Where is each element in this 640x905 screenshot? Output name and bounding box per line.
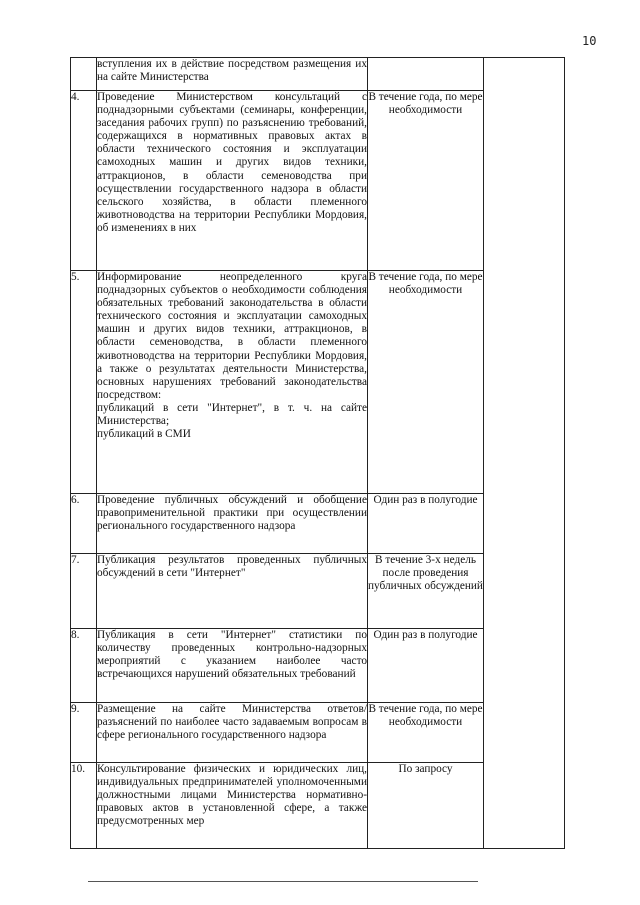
row-number: 6. [71, 494, 97, 554]
row-term: В течение 3-х недель после проведения публичных обсуждений [368, 554, 484, 629]
row-description: Публикация в сети "Интернет" статистики по количеству проведенных контрольно-надзорных мероприятий с указанием наиболее часто встречающихся нарушений обязательных требований [97, 629, 368, 703]
row-description: Консультирование физических и юридических лиц, индивидуальных предпринимателей уполномоченными должностными лицами Министерства нормативно-правовых актов в установленной сфере, а также предусмотренных мер [97, 763, 368, 849]
row-number [71, 58, 97, 91]
measures-table [70, 57, 565, 849]
row-term [368, 58, 484, 91]
row-number: 5. [71, 271, 97, 494]
row-responsible [484, 58, 565, 849]
row-description: Проведение публичных обсуждений и обобщение правоприменительной практики при осуществлении регионального государственного надзора [97, 494, 368, 554]
row-number: 10. [71, 763, 97, 849]
row-number: 9. [71, 703, 97, 763]
row-description: Информирование неопределенного круга поднадзорных субъектов о необходимости соблюдения обязательных требований законодательства в области технического состояния и эксплуатации самоходных машин и других видов техники, аттракционов, в области семеноводства, в области племенного животноводства на территории Республики Мордовия, а также о результатах деятельности Министерства, основных нарушениях требований законодательства посредством: публикаций в сети "Интернет", в т. ч. на сайте Министерства; публикаций в СМИ [97, 271, 368, 494]
row-term: По запросу [368, 763, 484, 849]
row-description: Публикация результатов проведенных публичных обсуждений в сети "Интернет" [97, 554, 368, 629]
row-term: Один раз в полугодие [368, 494, 484, 554]
footer-divider [88, 881, 478, 882]
row-number: 4. [71, 91, 97, 271]
row-description: Проведение Министерством консультаций с поднадзорными субъектами (семинары, конференции, заседания рабочих групп) по разъяснению требований, содержащихся в нормативных правовых актах в области технического состояния и эксплуатации самоходных машин и других видов техники, аттракционов, в области семеноводства при осуществлении государственного надзора в области сельского хозяйства, в области племенного животноводства на территории Республики Мордовия, об изменениях в них [97, 91, 368, 271]
table-row [71, 58, 565, 91]
row-term: Один раз в полугодие [368, 629, 484, 703]
row-description: вступления их в действие посредством размещения их на сайте Министерства [97, 58, 368, 91]
row-description: Размещение на сайте Министерства ответов/разъяснений по наиболее часто задаваемым вопросам в сфере регионального государственного надзора [97, 703, 368, 763]
page-number: 10 [582, 34, 597, 48]
row-term: В течение года, по мере необходимости [368, 703, 484, 763]
row-number: 8. [71, 629, 97, 703]
row-term: В течение года, по мере необходимости [368, 271, 484, 494]
row-number: 7. [71, 554, 97, 629]
row-term: В течение года, по мере необходимости [368, 91, 484, 271]
